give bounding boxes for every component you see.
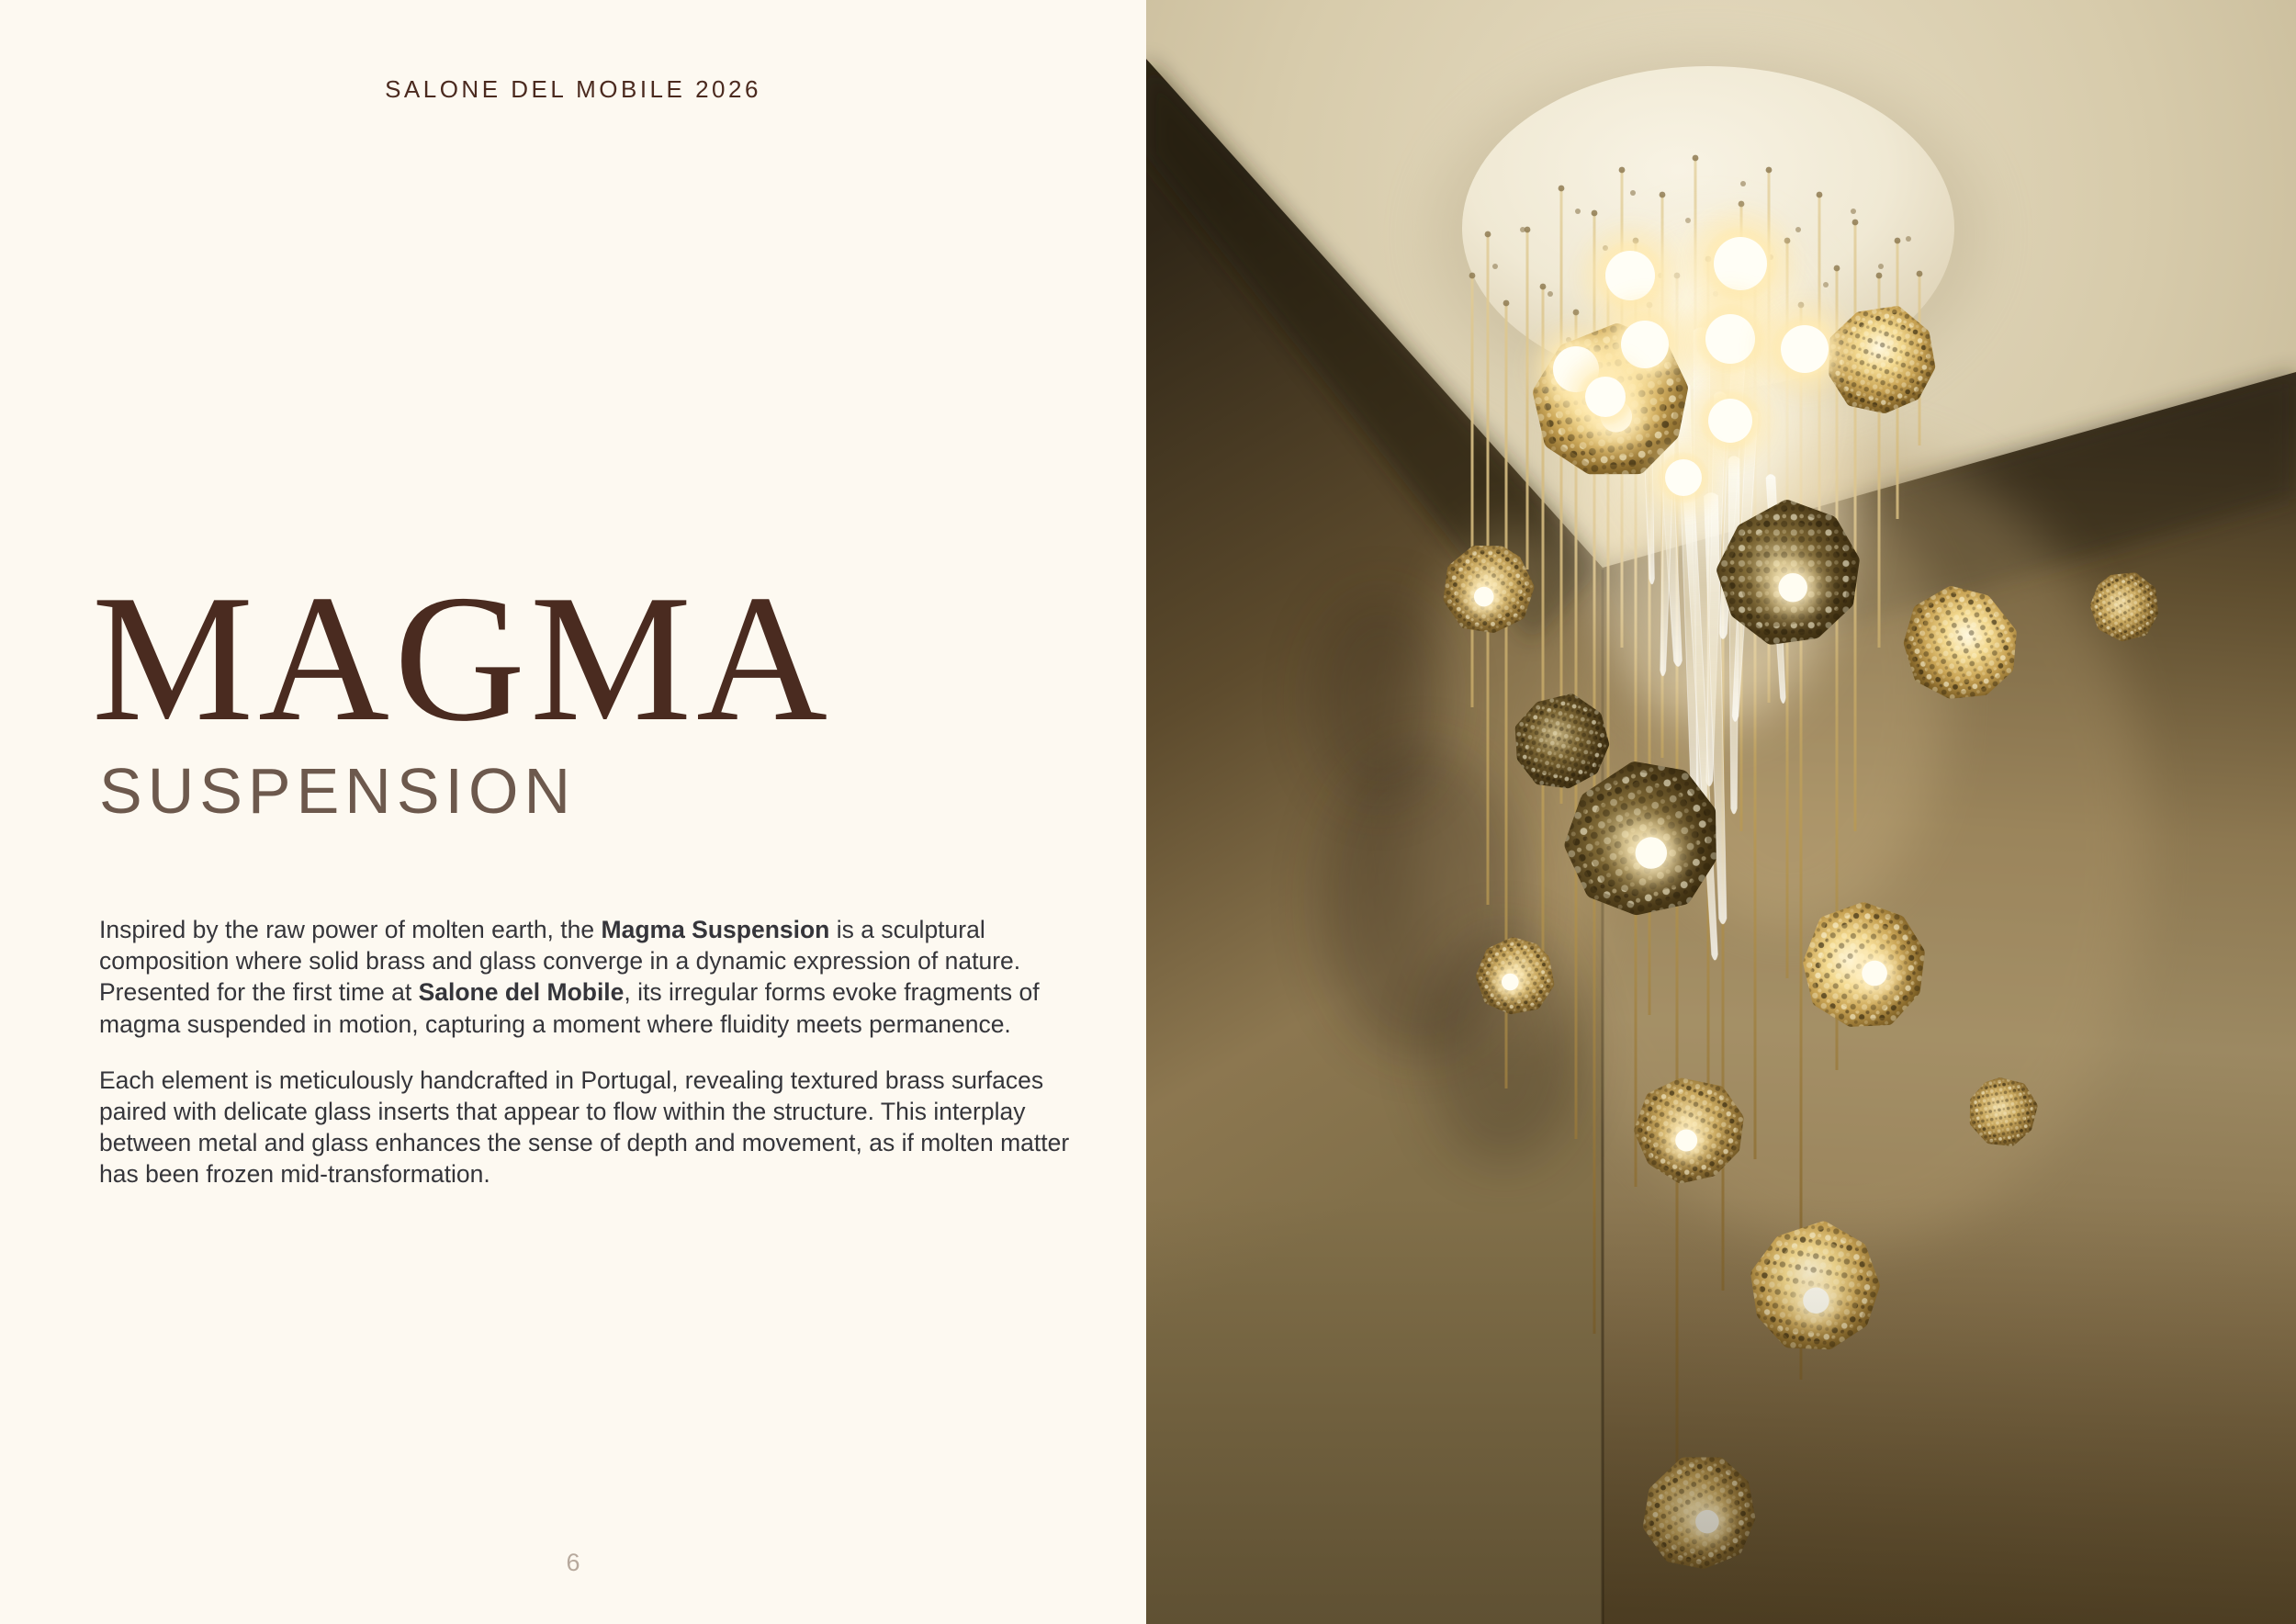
- rod-anchor-dot: [1693, 155, 1699, 162]
- rod-anchor-dot: [1766, 167, 1773, 174]
- rod-anchor-dot: [1469, 273, 1476, 279]
- rod-anchor-dot: [1660, 192, 1666, 198]
- light-orb: [1714, 237, 1767, 290]
- attachment-dot: [1823, 282, 1829, 288]
- attachment-dot: [1795, 227, 1801, 232]
- brass-rod: [1526, 230, 1529, 570]
- attachment-dot: [1851, 209, 1856, 214]
- rod-anchor-dot: [1917, 271, 1923, 277]
- rod-anchor-dot: [1876, 273, 1883, 279]
- page-number: 6: [566, 1549, 580, 1576]
- page-title: MAGMA: [92, 558, 833, 759]
- attachment-dot: [1685, 218, 1691, 223]
- attachment-dot: [1906, 236, 1911, 242]
- rod-anchor-dot: [1817, 192, 1823, 198]
- light-orb: [1708, 399, 1752, 443]
- rod-anchor-dot: [1573, 310, 1580, 316]
- light-orb: [1781, 325, 1829, 373]
- chandelier-photo: [1146, 0, 2296, 1624]
- attachment-dot: [1630, 190, 1636, 196]
- bottom-vignette: [1146, 1194, 2296, 1624]
- light-orb: [1665, 459, 1702, 496]
- rod-anchor-dot: [1525, 227, 1531, 233]
- attachment-dot: [1548, 291, 1553, 297]
- attachment-dot: [1740, 181, 1746, 186]
- paragraph-1: Inspired by the raw power of molten earth, the Magma Suspension is a sculptural composition where solid brass and glass converge in a dynamic expression of nature. Presented for the first time at Salone del Mobile, its irregular forms evoke fragments of magma suspended in motion, capturing a moment where fluidity meets permanence.: [99, 916, 1040, 1038]
- magma-disc: [1726, 509, 1851, 637]
- rod-anchor-dot: [1592, 210, 1598, 217]
- page-subtitle: SUSPENSION: [99, 755, 576, 827]
- rod-anchor-dot: [1540, 284, 1547, 290]
- photo-panel: [1146, 0, 2296, 1624]
- attachment-dot: [1575, 209, 1581, 214]
- light-orb: [1705, 314, 1755, 364]
- rod-anchor-dot: [1619, 167, 1626, 174]
- light-orb: [1585, 377, 1626, 417]
- attachment-dot: [1878, 264, 1884, 269]
- attachment-dot: [1492, 264, 1498, 269]
- rod-anchor-dot: [1559, 186, 1565, 192]
- paragraph-2: Each element is meticulously handcrafted in Portugal, revealing textured brass surfaces paired with delicate glass inserts that appear to flow within the structure. This interplay between metal and glass enhances the sense of depth and movement, as if molten matter has been frozen mid-transformation.: [99, 1066, 1070, 1189]
- event-label: SALONE DEL MOBILE 2026: [385, 75, 761, 103]
- rod-anchor-dot: [1485, 231, 1491, 238]
- brass-rod: [1471, 276, 1474, 707]
- rod-anchor-dot: [1503, 300, 1510, 307]
- rod-anchor-dot: [1834, 265, 1840, 272]
- body-copy: [99, 914, 1091, 1190]
- wall-shadow-blob-3: [1311, 592, 1449, 804]
- disc-light-core: [1778, 573, 1807, 603]
- rod-anchor-dot: [1852, 220, 1859, 226]
- rod-anchor-dot: [1895, 238, 1901, 244]
